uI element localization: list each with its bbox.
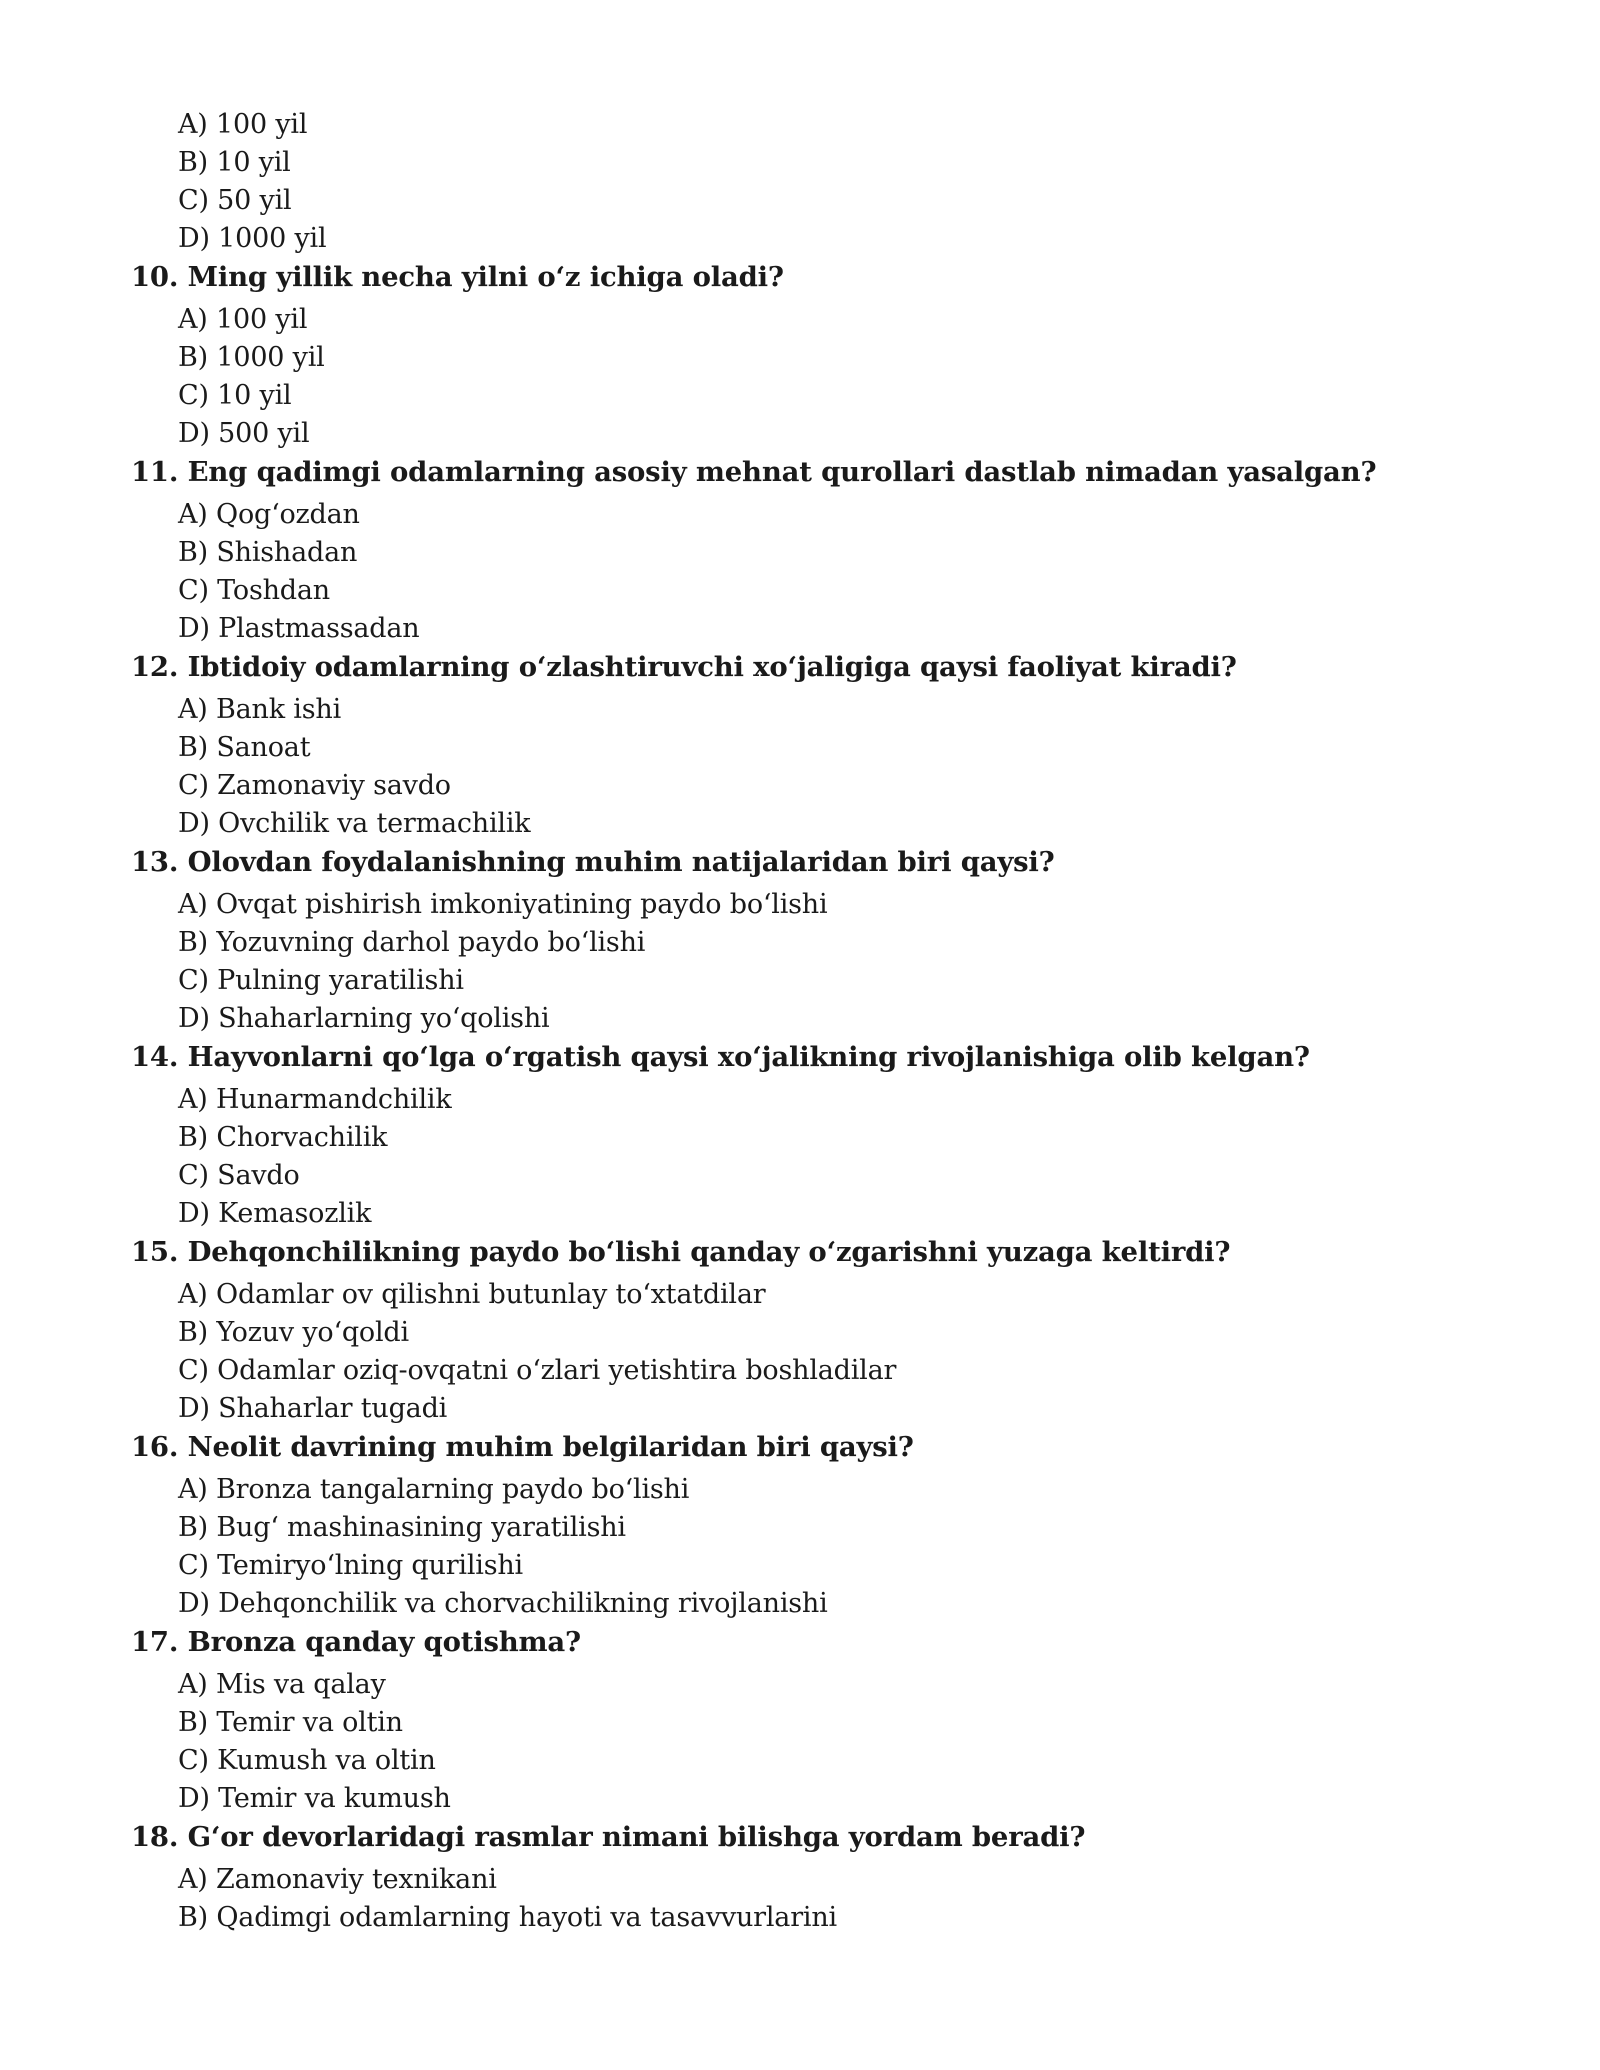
question-text: 16. Neolit davrining muhim belgilaridan biri qaysi? [131, 1431, 914, 1463]
question-text: 18. G‘or devorlaridagi rasmlar nimani bilishga yordam beradi? [131, 1821, 1086, 1853]
option-d: D) 500 yil [178, 418, 310, 449]
question-text: 15. Dehqonchilikning paydo bo‘lishi qanday o‘zgarishni yuzaga keltirdi? [131, 1236, 1231, 1268]
question-18 [131, 1818, 1511, 1937]
question-text: 12. Ibtidoiy odamlarning o‘zlashtiruvchi xo‘jaligiga qaysi faoliyat kiradi? [131, 651, 1237, 683]
option-a: A) Hunarmandchilik [178, 1084, 452, 1115]
option-a: A) Bank ishi [178, 694, 342, 725]
option-c: C) Kumush va oltin [178, 1745, 436, 1776]
option-b: B) 10 yil [178, 147, 291, 178]
question-12 [131, 648, 1511, 843]
option-d: D) 1000 yil [178, 223, 327, 254]
question-14 [131, 1038, 1511, 1233]
option-d: D) Dehqonchilik va chorvachilikning rivojlanishi [178, 1588, 828, 1619]
option-c: C) Temiryo‘lning qurilishi [178, 1550, 523, 1581]
question-13 [131, 843, 1511, 1038]
question-text: 13. Olovdan foydalanishning muhim natijalaridan biri qaysi? [131, 846, 1055, 878]
option-c: C) Toshdan [178, 575, 330, 606]
option-b: B) Qadimgi odamlarning hayoti va tasavvurlarini [178, 1902, 837, 1933]
option-c: C) Zamonaviy savdo [178, 770, 451, 801]
option-c: C) Savdo [178, 1160, 300, 1191]
question-15 [131, 1233, 1511, 1428]
quiz-content [131, 106, 1511, 1937]
option-d: D) Kemasozlik [178, 1198, 372, 1229]
option-b: B) Chorvachilik [178, 1122, 388, 1153]
question-text: 14. Hayvonlarni qo‘lga o‘rgatish qaysi xo‘jalikning rivojlanishiga olib kelgan? [131, 1041, 1310, 1073]
option-b: B) Yozuv yo‘qoldi [178, 1317, 409, 1348]
question-11 [131, 453, 1511, 648]
option-b: B) Shishadan [178, 537, 358, 568]
option-b: B) Yozuvning darhol paydo bo‘lishi [178, 927, 646, 958]
question-16 [131, 1428, 1511, 1623]
option-d: D) Plastmassadan [178, 613, 420, 644]
option-a: A) 100 yil [178, 109, 308, 140]
option-a: A) Zamonaviy texnikani [178, 1864, 497, 1895]
option-a: A) Odamlar ov qilishni butunlay to‘xtatdilar [178, 1279, 766, 1310]
option-b: B) Sanoat [178, 732, 311, 763]
option-c: C) 50 yil [178, 185, 292, 216]
option-a: A) Bronza tangalarning paydo bo‘lishi [178, 1474, 690, 1505]
option-a: A) Qog‘ozdan [178, 499, 360, 530]
option-b: B) Temir va oltin [178, 1707, 403, 1738]
option-b: B) 1000 yil [178, 342, 325, 373]
option-a: A) 100 yil [178, 304, 308, 335]
option-d: D) Shaharlarning yo‘qolishi [178, 1003, 550, 1034]
option-d: D) Shaharlar tugadi [178, 1393, 448, 1424]
question-10 [131, 258, 1511, 453]
option-a: A) Ovqat pishirish imkoniyatining paydo bo‘lishi [178, 889, 828, 920]
option-b: B) Bug‘ mashinasining yaratilishi [178, 1512, 626, 1543]
option-c: C) 10 yil [178, 380, 292, 411]
question-17 [131, 1623, 1511, 1818]
option-c: C) Pulning yaratilishi [178, 965, 464, 996]
option-d: D) Ovchilik va termachilik [178, 808, 531, 839]
option-a: A) Mis va qalay [178, 1669, 386, 1700]
option-d: D) Temir va kumush [178, 1783, 451, 1814]
orphan-options [131, 106, 1511, 258]
question-text: 17. Bronza qanday qotishma? [131, 1626, 581, 1658]
option-c: C) Odamlar oziq-ovqatni o‘zlari yetishtira boshladilar [178, 1355, 897, 1386]
question-text: 11. Eng qadimgi odamlarning asosiy mehnat qurollari dastlab nimadan yasalgan? [131, 456, 1377, 488]
question-text: 10. Ming yillik necha yilni o‘z ichiga oladi? [131, 261, 784, 293]
